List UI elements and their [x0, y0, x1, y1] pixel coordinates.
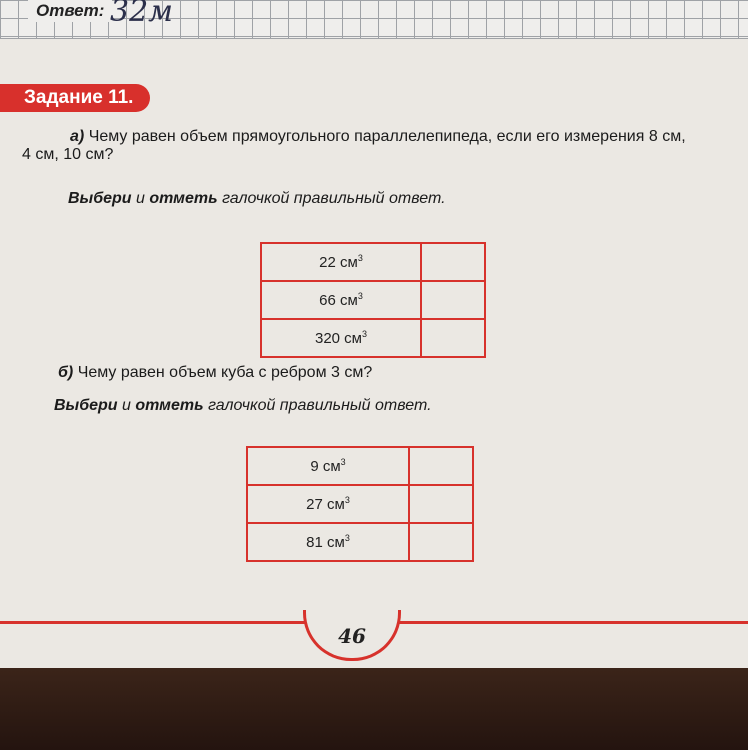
handwritten-answer: 32м: [110, 0, 174, 29]
instruction-word: Выбери: [68, 190, 132, 207]
table-row: [261, 319, 485, 357]
option-value: 22 $см^3$: [261, 243, 421, 281]
option-value: 66 $см^3$: [261, 281, 421, 319]
part-b-answer-table: [246, 446, 474, 562]
instruction-word: и: [136, 190, 145, 207]
table-row: [261, 281, 485, 319]
part-b-question-text: Чему равен объем куба с ребром 3 см?: [77, 364, 373, 381]
instruction-word: отметь: [149, 190, 218, 207]
option-value: 81 $см^3$: [247, 523, 409, 561]
option-value: 27 $см^3$: [247, 485, 409, 523]
check-box[interactable]: [409, 447, 473, 485]
table-row: [247, 523, 473, 561]
instruction-word: отметь: [135, 397, 204, 414]
table-row: [247, 485, 473, 523]
part-a-question-text: Чему равен объем прямоугольного параллелепипеда, если его измерения 8 см,: [88, 128, 686, 145]
page-number: 46: [338, 624, 366, 648]
answer-label: Ответ:: [28, 0, 112, 22]
table-row: [247, 447, 473, 485]
option-value: 9 $см^3$: [247, 447, 409, 485]
task-title: Задание 11.: [0, 84, 150, 112]
table-row: [261, 243, 485, 281]
check-box[interactable]: [421, 281, 485, 319]
instruction-word: Выбери: [54, 397, 118, 414]
instruction-rest: галочкой правильный ответ.: [222, 190, 446, 207]
check-box[interactable]: [409, 485, 473, 523]
part-b-instruction: [54, 397, 432, 415]
option-value: 320 $см^3$: [261, 319, 421, 357]
part-a-question-line2: 4 см, 10 см?: [22, 146, 114, 163]
part-b-question: [58, 364, 372, 382]
instruction-word: и: [122, 397, 131, 414]
instruction-rest: галочкой правильный ответ.: [208, 397, 432, 414]
check-box[interactable]: [409, 523, 473, 561]
part-a-answer-table: [260, 242, 486, 358]
part-a-instruction: [68, 190, 446, 208]
check-box[interactable]: [421, 319, 485, 357]
check-box[interactable]: [421, 243, 485, 281]
part-a-question-line1: [70, 128, 686, 146]
table-background: [0, 668, 748, 750]
part-b-marker: б): [58, 364, 74, 381]
part-a-marker: а): [70, 128, 85, 145]
